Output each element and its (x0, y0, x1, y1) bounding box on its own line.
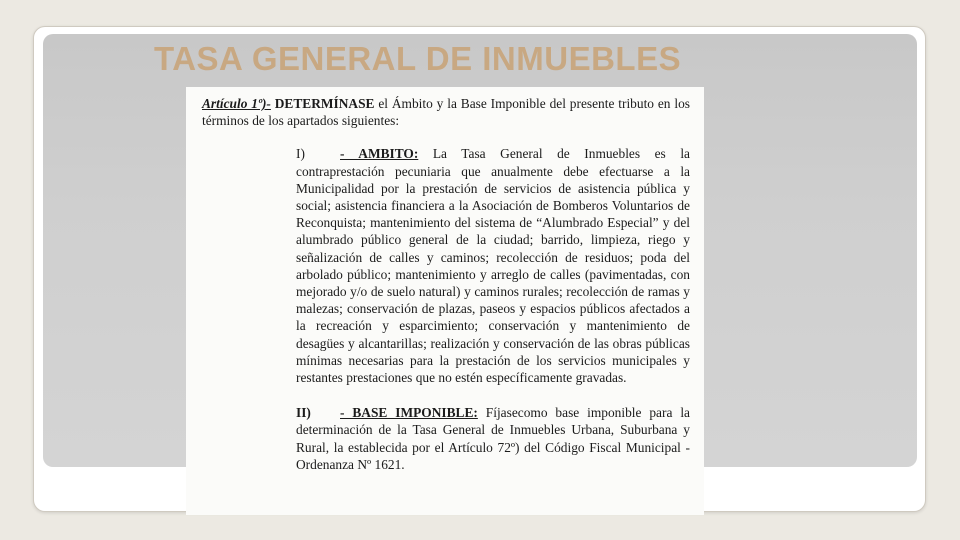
section-number: II) (296, 405, 311, 421)
section-text: La Tasa General de Inmuebles es la contraprestación pecuniaria que anualmente debe efectuarse a la Municipalidad por la prestación de servicios de asistencia pública y social; asistencia financiera a la Asociación de Bomberos Voluntarios de Reconquista; mantenimiento del sistema de “Alumbrado Especial” y del alumbrado público general de la ciudad; barrido, limpieza, riego y señalización de calles y caminos; recolección de residuos; poda del arbolado público; mantenimiento y arreglo de calles (pavimentadas, con mejorado y/o de suelo natural) y caminos rurales; recolección de ramas y malezas; conservación de plazas, paseos y espacios públicos afectados a la recreación y esparcimiento; conservación y mantenimiento de desagües y alcantarillas; realización y conservación de las obras públicas mínimas necesarias para la prestación de los servicios municipales y restantes prestaciones que no estén específicamente gravadas. (296, 146, 690, 386)
article-paragraph (202, 95, 690, 129)
section-ambito (296, 145, 690, 386)
slide-title: TASA GENERAL DE INMUEBLES (154, 40, 682, 77)
section-base-imponible (296, 404, 690, 473)
section-text: Fíjasecomo base imponible para la determinación de la Tasa General de Inmuebles Urbana, Suburbana y Rural, la establecida por el Artículo 72º) del Código Fiscal Municipal - Ordenanza Nº 1621. (296, 405, 690, 472)
section-heading: - BASE IMPONIBLE: (340, 405, 478, 421)
section-number: I) (296, 146, 305, 162)
scanned-document (186, 87, 704, 515)
article-text: el Ámbito y la Base Imponible del presente tributo en los términos de los apartados siguientes: (202, 96, 690, 129)
article-verb: DETERMÍNASE (274, 96, 375, 111)
article-label: Artículo 1º)- (202, 96, 271, 111)
section-heading: - AMBITO: (340, 146, 419, 162)
